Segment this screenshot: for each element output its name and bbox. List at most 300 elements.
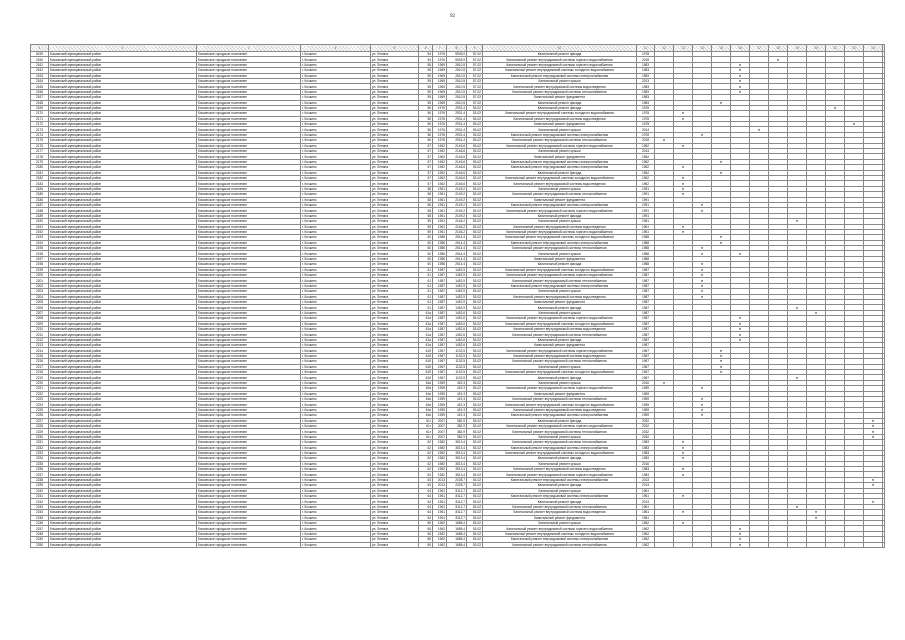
cell-district: Кочкинский муниципальный район: [49, 267, 197, 272]
cell-city: г. Кочкино: [301, 224, 371, 229]
cell-city: г. Кочкино: [301, 197, 371, 202]
cell-n1: 53-02: [467, 359, 483, 364]
cell-street: ул. Ленина: [371, 267, 419, 272]
cell-area: 419,3: [447, 407, 467, 412]
cell-work: Капитальный ремонт внутридомовой системы горячего водоснабжения: [483, 273, 637, 278]
cell-street: ул. Ленина: [371, 337, 419, 342]
cell-city: г. Кочкино: [301, 542, 371, 547]
cell-area: 2149,2: [447, 186, 467, 191]
cell-area: 419,3: [447, 391, 467, 396]
cell-district: Кочкинский муниципальный район: [49, 353, 197, 358]
cell-yr: 1959: [637, 402, 655, 407]
cell-id: 2212: [31, 337, 49, 342]
cell-n1: 53-02: [467, 504, 483, 509]
cell-work: Капитальный ремонт внутридомовой системы теплоснабжения: [483, 429, 637, 434]
cell-year: 1962: [433, 181, 447, 186]
cell-city: г. Кочкино: [301, 127, 371, 132]
cell-n1: 53-02: [467, 348, 483, 353]
cell-street: ул. Ленина: [371, 186, 419, 191]
cell-work: Капитальный ремонт крыши: [483, 186, 637, 191]
cell-house: 56: [419, 127, 433, 132]
cell-n1: 53-02: [467, 332, 483, 337]
cell-street: ул. Ленина: [371, 472, 419, 477]
cell-work: Капитальный ремонт крыши: [483, 219, 637, 224]
x-mark-icon: ×: [738, 326, 742, 332]
cell-area: 8112,7: [447, 494, 467, 499]
cell-district: Кочкинский муниципальный район: [49, 256, 197, 261]
x-mark-icon: ×: [700, 250, 704, 256]
cell-street: ул. Ленина: [371, 343, 419, 348]
cell-city: г. Кочкино: [301, 138, 371, 143]
cell-house: 57: [419, 170, 433, 175]
cell-house: 61б: [419, 348, 433, 353]
cell-district: Кочкинский муниципальный район: [49, 402, 197, 407]
cell-house: 62: [419, 461, 433, 466]
cell-city: г. Кочкино: [301, 57, 371, 62]
cell-street: ул. Ленина: [371, 375, 419, 380]
x-mark-icon: ×: [681, 445, 685, 450]
cell-n1: 53-02: [467, 186, 483, 191]
cell-street: ул. Ленина: [371, 170, 419, 175]
cell-work: Капитальный ремонт крыши: [483, 127, 637, 132]
cell-year: 1969: [433, 73, 447, 78]
cell-city: г. Кочкино: [301, 488, 371, 493]
cell-yr: 1962: [637, 181, 655, 186]
cell-city: г. Кочкино: [301, 434, 371, 439]
x-mark-icon: ×: [871, 477, 875, 483]
cell-id: 2237: [31, 472, 49, 477]
cell-work: Капитальный ремонт фасада: [483, 499, 637, 504]
cell-yr: 1987: [637, 294, 655, 299]
column-header: 4: [301, 45, 371, 52]
cell-n1: 57-02: [467, 100, 483, 105]
cell-district: Кочкинский муниципальный район: [49, 488, 197, 493]
cell-area: 8112,7: [447, 499, 467, 504]
cell-street: ул. Ленина: [371, 289, 419, 294]
cell-yr: 2016: [637, 380, 655, 385]
cell-year: 1967: [433, 353, 447, 358]
cell-year: 1986: [433, 251, 447, 256]
cell-id: 2165: [31, 84, 49, 89]
cell-area: 2614,4: [447, 256, 467, 261]
cell-year: 1962: [433, 542, 447, 547]
cell-area: 419,3: [447, 397, 467, 402]
cell-house: 64: [419, 510, 433, 515]
cell-year: 1987: [433, 294, 447, 299]
cell-city: г. Кочкино: [301, 132, 371, 137]
cell-year: 1962: [433, 154, 447, 159]
cell-house: 64: [419, 504, 433, 509]
cell-settlement: Кочкинское городское поселение: [197, 461, 301, 466]
cell-district: Кочкинский муниципальный район: [49, 542, 197, 547]
cell-yr: 1967: [637, 348, 655, 353]
cell-id: 2218: [31, 370, 49, 375]
cell-house: 61б: [419, 370, 433, 375]
cell-settlement: Кочкинское городское поселение: [197, 520, 301, 525]
cell-area: 2931,4: [447, 111, 467, 116]
cell-work: Капитальный ремонт внутридомовой системы теплоснабжения: [483, 332, 637, 337]
cell-year: 1987: [433, 332, 447, 337]
x-mark-icon: ×: [833, 105, 837, 111]
cell-city: г. Кочкино: [301, 364, 371, 369]
cell-work: Капитальный ремонт внутридомовой системы теплоснабжения: [483, 192, 637, 197]
cell-id: 2222: [31, 391, 49, 396]
x-mark-icon: ×: [700, 267, 704, 272]
cell-id: 2197: [31, 256, 49, 261]
cell-city: г. Кочкино: [301, 116, 371, 121]
cell-house: 58: [419, 186, 433, 191]
cell-area: 2610,5: [447, 100, 467, 105]
cell-work: Капитальный ремонт крыши: [483, 488, 637, 493]
cell-id: 2243: [31, 504, 49, 509]
cell-id: 2230: [31, 434, 49, 439]
cell-settlement: Кочкинское городское поселение: [197, 289, 301, 294]
cell-work: Капитальный ремонт крыши: [483, 364, 637, 369]
cell-district: Кочкинский муниципальный район: [49, 283, 197, 288]
cell-area: 1452,9: [447, 278, 467, 283]
cell-work: Капитальный ремонт крыши: [483, 289, 637, 294]
cell-area: 2149,2: [447, 197, 467, 202]
cell-n1: 53-02: [467, 299, 483, 304]
cell-street: ул. Ленина: [371, 143, 419, 148]
cell-area: 2614,4: [447, 251, 467, 256]
cell-city: г. Кочкино: [301, 423, 371, 428]
cell-city: г. Кочкино: [301, 348, 371, 353]
cell-id: 2191: [31, 224, 49, 229]
cell-work: Капитальный ремонт внутридомовой системы электроснабжения: [483, 537, 637, 542]
cell-year: 1986: [433, 235, 447, 240]
cell-house: 55: [419, 78, 433, 83]
cell-house: 65: [419, 542, 433, 547]
cell-yr: 1987: [637, 321, 655, 326]
cell-house: 60: [419, 251, 433, 256]
x-mark-icon: ×: [814, 509, 818, 515]
cell-area: 419,3: [447, 386, 467, 391]
cell-city: г. Кочкино: [301, 175, 371, 180]
cell-house: 61: [419, 289, 433, 294]
cell-id: 2249: [31, 537, 49, 542]
cell-area: 1688,4: [447, 520, 467, 525]
cell-yr: 1967: [637, 370, 655, 375]
cell-settlement: Кочкинское городское поселение: [197, 68, 301, 73]
cell-city: г. Кочкино: [301, 105, 371, 110]
cell-year: 1962: [433, 526, 447, 531]
x-mark-icon: ×: [738, 83, 742, 89]
cell-house: 63: [419, 477, 433, 482]
cell-id: 2163: [31, 73, 49, 78]
column-header: 8: [447, 45, 467, 52]
cell-n1: 57-02: [467, 52, 483, 57]
cell-year: 1987: [433, 316, 447, 321]
cell-house: 65: [419, 531, 433, 536]
cell-n1: 53-02: [467, 111, 483, 116]
cell-yr: 1959: [637, 407, 655, 412]
cell-district: Кочкинский муниципальный район: [49, 95, 197, 100]
cell-city: г. Кочкино: [301, 316, 371, 321]
cell-work: Капитальный ремонт внутридомовой системы водоотведения: [483, 353, 637, 358]
cell-area: 1452,9: [447, 267, 467, 272]
x-mark-icon: ×: [795, 504, 799, 509]
cell-settlement: Кочкинское городское поселение: [197, 375, 301, 380]
cell-district: Кочкинский муниципальный район: [49, 326, 197, 331]
cell-district: Кочкинский муниципальный район: [49, 111, 197, 116]
cell-year: 2013: [433, 483, 447, 488]
cell-yr: 2016: [637, 461, 655, 466]
cell-area: 2146,2: [447, 229, 467, 234]
cell-id: 2232: [31, 445, 49, 450]
cell-work: Капитальный ремонт внутридомовой системы холодного водоснабжения: [483, 111, 637, 116]
capital-repair-table: [30, 44, 882, 548]
cell-settlement: Кочкинское городское поселение: [197, 326, 301, 331]
cell-house: 56: [419, 111, 433, 116]
cell-house: 55: [419, 89, 433, 94]
cell-year: 1987: [433, 273, 447, 278]
table-row: [31, 542, 885, 547]
x-mark-icon: ×: [719, 159, 723, 164]
cell-city: г. Кочкино: [301, 100, 371, 105]
cell-city: г. Кочкино: [301, 526, 371, 531]
cell-settlement: Кочкинское городское поселение: [197, 116, 301, 121]
cell-year: 2007: [433, 423, 447, 428]
cell-year: 1961: [433, 213, 447, 218]
cell-house: 56: [419, 132, 433, 137]
cell-settlement: Кочкинское городское поселение: [197, 62, 301, 67]
cell-district: Кочкинский муниципальный район: [49, 52, 197, 57]
cell-work: Капитальный ремонт внутридомовой системы электроснабжения: [483, 132, 637, 137]
cell-area: 2614,4: [447, 246, 467, 251]
cell-street: ул. Ленина: [371, 105, 419, 110]
cell-street: ул. Ленина: [371, 197, 419, 202]
cell-settlement: Кочкинское городское поселение: [197, 445, 301, 450]
x-mark-icon: ×: [871, 434, 875, 439]
cell-district: Кочкинский муниципальный район: [49, 397, 197, 402]
cell-area: 382,9: [447, 423, 467, 428]
cell-district: Кочкинский муниципальный район: [49, 494, 197, 499]
cell-house: 62: [419, 440, 433, 445]
cell-street: ул. Ленина: [371, 116, 419, 121]
cell-house: 56: [419, 122, 433, 127]
cell-area: 2146,6: [447, 149, 467, 154]
cell-n1: 53-02: [467, 235, 483, 240]
cell-settlement: Кочкинское городское поселение: [197, 531, 301, 536]
cell-id: 2235: [31, 461, 49, 466]
cell-id: 2223: [31, 397, 49, 402]
cell-id: 2162: [31, 68, 49, 73]
x-mark-icon: ×: [738, 89, 742, 94]
x-mark-icon: ×: [681, 450, 685, 456]
register-table: [30, 44, 885, 548]
cell-area: 1132,5: [447, 359, 467, 364]
cell-year: 1969: [433, 68, 447, 73]
cell-street: ул. Ленина: [371, 111, 419, 116]
x-mark-icon: ×: [681, 180, 685, 186]
cell-area: 3513,4: [447, 472, 467, 477]
cell-settlement: Кочкинское городское поселение: [197, 219, 301, 224]
cell-area: 2146,6: [447, 170, 467, 175]
cell-yr: 1987: [637, 316, 655, 321]
x-mark-icon: ×: [871, 418, 875, 423]
cell-id: 2186: [31, 197, 49, 202]
cell-area: 2931,4: [447, 116, 467, 121]
cell-work: Капитальный ремонт внутридомовой системы водоотведения: [483, 224, 637, 229]
cell-year: 2007: [433, 434, 447, 439]
cell-id: 2206: [31, 305, 49, 310]
cell-yr: 1987: [637, 289, 655, 294]
x-mark-icon: ×: [681, 471, 685, 477]
cell-id: 2172: [31, 122, 49, 127]
cell-n1: 53-02: [467, 526, 483, 531]
cell-district: Кочкинский муниципальный район: [49, 127, 197, 132]
cell-mark: [788, 542, 807, 547]
cell-work: Капитальный ремонт внутридомовой системы теплоснабжения: [483, 138, 637, 143]
cell-house: 63: [419, 483, 433, 488]
cell-id: 2190: [31, 219, 49, 224]
cell-city: г. Кочкино: [301, 78, 371, 83]
cell-n1: 57-02: [467, 89, 483, 94]
cell-year: 1982: [433, 450, 447, 455]
cell-city: г. Кочкино: [301, 52, 371, 57]
cell-id: 2176: [31, 143, 49, 148]
cell-n1: 53-02: [467, 251, 483, 256]
cell-work: Капитальный ремонт внутридомовой системы теплоснабжения: [483, 89, 637, 94]
cell-yr: 1987: [637, 283, 655, 288]
x-mark-icon: ×: [719, 353, 723, 359]
cell-district: Кочкинский муниципальный район: [49, 240, 197, 245]
cell-district: Кочкинский муниципальный район: [49, 510, 197, 515]
cell-mark: [864, 542, 883, 547]
cell-n1: 53-02: [467, 256, 483, 261]
cell-year: 1962: [433, 175, 447, 180]
cell-n1: 57-02: [467, 84, 483, 89]
cell-city: г. Кочкино: [301, 208, 371, 213]
cell-year: 1969: [433, 78, 447, 83]
cell-id: 2185: [31, 192, 49, 197]
cell-id: 2173: [31, 127, 49, 132]
x-mark-icon: ×: [738, 67, 742, 73]
cell-yr: 1988: [637, 235, 655, 240]
cell-city: г. Кочкино: [301, 450, 371, 455]
cell-n1: 53-02: [467, 267, 483, 272]
cell-settlement: Кочкинское городское поселение: [197, 251, 301, 256]
cell-mark: [769, 542, 788, 547]
cell-city: г. Кочкино: [301, 467, 371, 472]
cell-city: г. Кочкино: [301, 520, 371, 525]
cell-house: 57: [419, 149, 433, 154]
cell-settlement: Кочкинское городское поселение: [197, 477, 301, 482]
cell-area: 3513,4: [447, 440, 467, 445]
cell-city: г. Кочкино: [301, 504, 371, 509]
cell-yr: 1967: [637, 353, 655, 358]
cell-yr: 1983: [637, 84, 655, 89]
cell-n1: 53-02: [467, 434, 483, 439]
cell-n1: 53-02: [467, 192, 483, 197]
cell-year: 1961: [433, 197, 447, 202]
cell-district: Кочкинский муниципальный район: [49, 537, 197, 542]
cell-house: 65: [419, 520, 433, 525]
cell-street: ул. Ленина: [371, 52, 419, 57]
cell-city: г. Кочкино: [301, 461, 371, 466]
x-mark-icon: ×: [738, 78, 742, 84]
cell-area: 1132,5: [447, 348, 467, 353]
cell-n1: 53-02: [467, 321, 483, 326]
cell-district: Кочкинский муниципальный район: [49, 461, 197, 466]
cell-house: 61г: [419, 429, 433, 434]
cell-street: ул. Ленина: [371, 202, 419, 207]
cell-yr: 1961: [637, 488, 655, 493]
cell-area: 2610,5: [447, 95, 467, 100]
cell-yr: 1987: [637, 310, 655, 315]
cell-yr: 1967: [637, 375, 655, 380]
cell-yr: 1983: [637, 450, 655, 455]
cell-settlement: Кочкинское городское поселение: [197, 143, 301, 148]
cell-yr: 1962: [637, 143, 655, 148]
cell-house: 61б: [419, 375, 433, 380]
x-mark-icon: ×: [719, 240, 723, 245]
cell-area: 3513,4: [447, 445, 467, 450]
cell-id: 2174: [31, 132, 49, 137]
cell-mark: [807, 542, 826, 547]
cell-area: 8112,7: [447, 510, 467, 515]
cell-id: 2167: [31, 95, 49, 100]
cell-id: 2214: [31, 348, 49, 353]
cell-street: ул. Ленина: [371, 413, 419, 418]
cell-year: 1962: [433, 170, 447, 175]
cell-settlement: Кочкинское городское поселение: [197, 332, 301, 337]
x-mark-icon: ×: [700, 288, 704, 294]
cell-district: Кочкинский муниципальный район: [49, 499, 197, 504]
cell-district: Кочкинский муниципальный район: [49, 477, 197, 482]
cell-id: 2226: [31, 413, 49, 418]
cell-yr: 1978: [637, 132, 655, 137]
cell-street: ул. Ленина: [371, 504, 419, 509]
cell-city: г. Кочкино: [301, 499, 371, 504]
x-mark-icon: ×: [852, 121, 856, 127]
cell-city: г. Кочкино: [301, 181, 371, 186]
cell-n1: 53-02: [467, 224, 483, 229]
cell-area: 1132,5: [447, 353, 467, 358]
cell-yr: 1961: [637, 219, 655, 224]
cell-id: 2202: [31, 283, 49, 288]
cell-n1: 53-02: [467, 418, 483, 423]
cell-street: ул. Ленина: [371, 461, 419, 466]
cell-year: 1976: [433, 132, 447, 137]
cell-n1: 53-02: [467, 337, 483, 342]
cell-settlement: Кочкинское городское поселение: [197, 321, 301, 326]
cell-city: г. Кочкино: [301, 267, 371, 272]
cell-settlement: Кочкинское городское поселение: [197, 197, 301, 202]
cell-tail: [883, 542, 885, 547]
cell-district: Кочкинский муниципальный район: [49, 321, 197, 326]
cell-id: 2198: [31, 262, 49, 267]
x-mark-icon: ×: [700, 245, 704, 251]
cell-work: Капитальный ремонт внутридомовой системы холодного водоснабжения: [483, 68, 637, 73]
cell-street: ул. Ленина: [371, 386, 419, 391]
cell-id: 2227: [31, 418, 49, 423]
cell-id: 2200: [31, 273, 49, 278]
cell-id: 2229: [31, 429, 49, 434]
cell-settlement: Кочкинское городское поселение: [197, 353, 301, 358]
cell-id: 2213: [31, 343, 49, 348]
cell-house: 58: [419, 208, 433, 213]
cell-house: 61а: [419, 316, 433, 321]
cell-year: 1959: [433, 407, 447, 412]
cell-id: 2166: [31, 89, 49, 94]
cell-district: Кочкинский муниципальный район: [49, 504, 197, 509]
column-header: 5: [371, 45, 419, 52]
cell-yr: 1991: [637, 202, 655, 207]
cell-id: 2196: [31, 251, 49, 256]
cell-work: Капитальный ремонт фундамента: [483, 299, 637, 304]
